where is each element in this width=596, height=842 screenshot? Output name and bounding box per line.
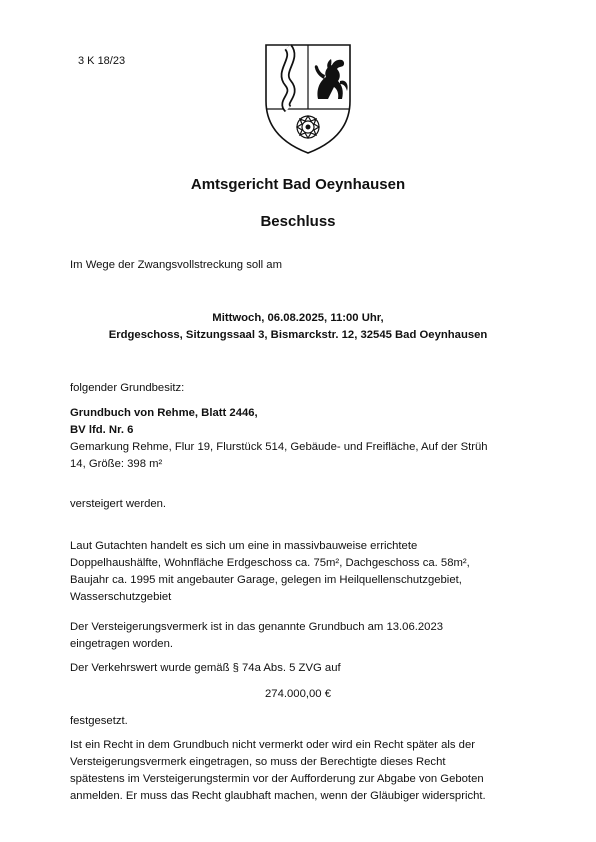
land-register: Grundbuch von Rehme, Blatt 2446, (70, 407, 258, 419)
registration-line: eingetragen worden. (70, 638, 174, 650)
rights-line: Ist ein Recht in dem Grundbuch nicht vermerkt oder wird ein Recht später als der (70, 739, 475, 751)
description-line: Gemarkung Rehme, Flur 19, Flurstück 514, Gebäude- und Freifläche, Auf der Strüh (70, 441, 488, 453)
rights-line: spätestens im Versteigerungstermin vor der Aufforderung zur Abgabe von Geboten (70, 773, 484, 785)
document-type: Beschluss (260, 213, 336, 230)
rights-line: Versteigerungsvermerk eingetragen, so muss der Berechtigte dieses Recht (70, 756, 446, 768)
court-name: Amtsgericht Bad Oeynhausen (190, 176, 406, 193)
appraisal-line: Laut Gutachten handelt es sich um eine in massivbauweise errichtete (70, 540, 418, 552)
appraisal-line: Doppelhaushälfte, Wohnfläche Erdgeschoss ca. 75m², Dachgeschoss ca. 58m², (70, 557, 470, 569)
property-description (70, 439, 520, 473)
appraisal-line: Wasserschutzgebiet (70, 591, 172, 603)
description-line: 14, Größe: 398 m² (70, 458, 163, 470)
rights-line: anmelden. Er muss das Recht glaubhaft machen, wenn der Gläubiger widerspricht. (70, 790, 486, 802)
property-intro: folgender Grundbesitz: (70, 382, 185, 394)
value-outro: festgesetzt. (70, 715, 128, 727)
auction-text: versteigert werden. (70, 498, 167, 510)
rights-paragraph (70, 737, 520, 805)
market-value: 274.000,00 € (265, 688, 331, 700)
value-intro: Der Verkehrswert wurde gemäß § 74a Abs. 5 ZVG auf (70, 662, 341, 674)
appraisal-paragraph (70, 538, 520, 606)
appointment-location: Erdgeschoss, Sitzungssaal 3, Bismarckstr. 12, 32545 Bad Oeynhausen (108, 329, 488, 341)
registration-line: Der Versteigerungsvermerk ist in das genannte Grundbuch am 13.06.2023 (70, 621, 444, 633)
appointment-date: Mittwoch, 06.08.2025, 11:00 Uhr, (212, 312, 384, 324)
intro-text: Im Wege der Zwangsvollstreckung soll am (70, 259, 283, 271)
appraisal-line: Baujahr ca. 1995 mit angebauter Garage, gelegen im Heilquellenschutzgebiet, (70, 574, 462, 586)
case-number: 3 K 18/23 (78, 55, 126, 67)
bv-number: BV lfd. Nr. 6 (70, 424, 134, 436)
registration-paragraph (70, 619, 520, 653)
coat-of-arms-logo (258, 39, 358, 157)
